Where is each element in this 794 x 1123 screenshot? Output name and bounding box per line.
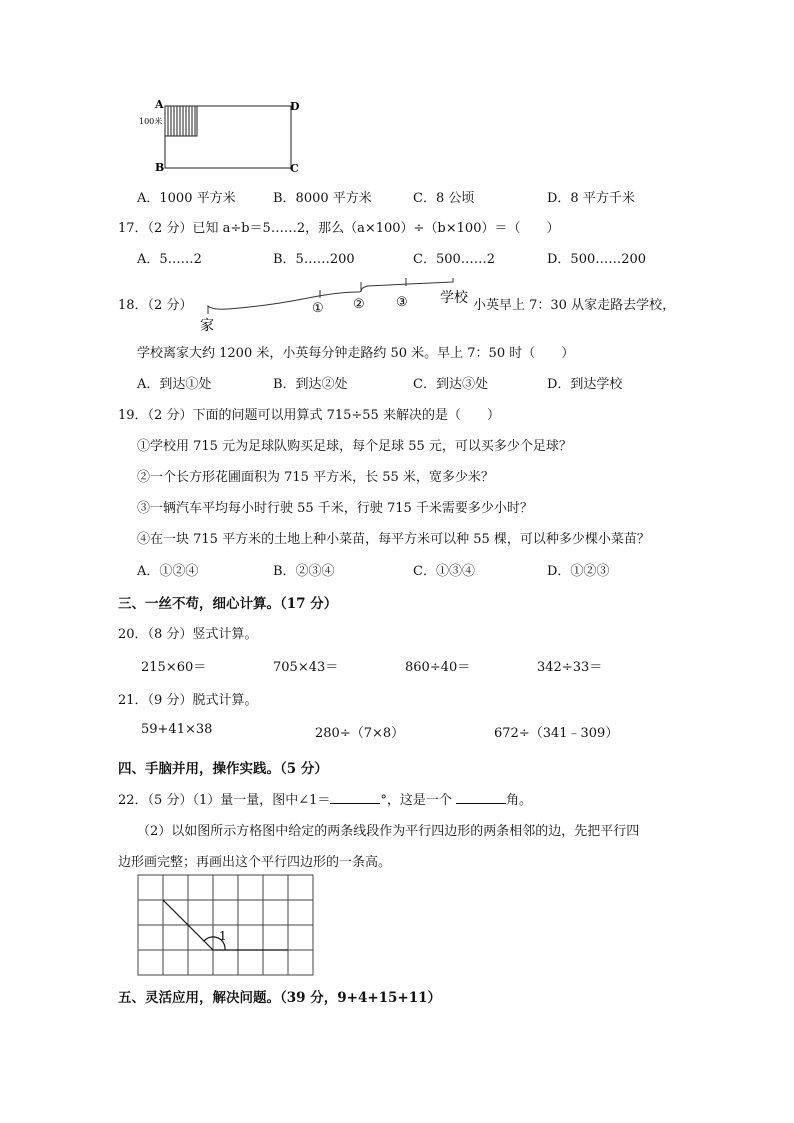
q20-stem: 20．（8 分）竖式计算。 xyxy=(118,627,258,642)
option-a[interactable]: A．5……2 xyxy=(137,252,202,267)
section-5-heading: 五、灵活应用，解决问题。（39 分，9+4+15+11） xyxy=(118,990,442,1006)
section-4-heading: 四、手脑并用，操作实践。（5 分） xyxy=(118,761,328,777)
option-c[interactable]: C．到达③处 xyxy=(413,377,488,392)
q22-part1-b: °，这是一个 xyxy=(380,793,452,808)
option-a[interactable]: A．到达①处 xyxy=(137,377,212,392)
vertex-c-label: C xyxy=(290,162,299,175)
route-figure xyxy=(198,276,473,336)
calc-item: 59+41×38 xyxy=(141,722,213,737)
q22-part2-line2: 边形画完整；再画出这个平行四边形的一条高。 xyxy=(118,855,392,870)
side-length-label: 100米 xyxy=(139,117,163,126)
q19-item-3: ③一辆汽车平均每小时行驶 55 千米，行驶 715 千米需要多少小时？ xyxy=(137,501,533,516)
vertex-a-label: A xyxy=(155,98,164,111)
option-b[interactable]: B．到达②处 xyxy=(273,377,348,392)
home-label: 家 xyxy=(200,318,214,334)
rectangle-figure xyxy=(135,96,310,176)
option-c[interactable]: C．8 公顷 xyxy=(413,191,475,206)
q22-part2-line1: （2）以如图所示方格图中给定的两条线段作为平行四边形的两条相邻的边，先把平行四 xyxy=(137,824,640,839)
q18-prefix: 18．（2 分） xyxy=(118,298,193,313)
option-d[interactable]: D．①②③ xyxy=(547,564,610,579)
option-b[interactable]: B．5……200 xyxy=(273,252,355,267)
option-d[interactable]: D．8 平方千米 xyxy=(547,191,635,206)
calc-item: 215×60＝ xyxy=(141,660,207,675)
option-c[interactable]: C．500……2 xyxy=(413,252,496,267)
angle-1-label: 1 xyxy=(219,929,227,943)
option-d[interactable]: D．到达学校 xyxy=(547,377,623,392)
q19-stem: 19．（2 分）下面的问题可以用算式 715÷55 来解决的是（ ） xyxy=(118,408,500,423)
q17-stem: 17．（2 分）已知 a÷b＝5……2，那么（a×100）÷（b×100）＝（ ） xyxy=(118,221,560,236)
q19-item-2: ②一个长方形花圃面积为 715 平方米，长 55 米，宽多少米？ xyxy=(137,470,494,485)
calc-item: 280÷（7×8） xyxy=(315,726,405,741)
calc-item: 705×43＝ xyxy=(273,660,339,675)
point-2-label: ② xyxy=(353,297,365,312)
option-b[interactable]: B．8000 平方米 xyxy=(273,191,372,206)
vertex-d-label: D xyxy=(290,100,300,113)
option-a[interactable]: A．1000 平方米 xyxy=(137,191,236,206)
calc-item: 672÷（341﹣309） xyxy=(494,726,619,741)
calc-item: 342÷33＝ xyxy=(537,660,603,675)
section-3-heading: 三、一丝不苟，细心计算。（17 分） xyxy=(118,596,338,612)
q19-item-4: ④在一块 715 平方米的土地上种小菜苗，每平方米可以种 55 棵，可以种多少棵小菜苗？ xyxy=(137,532,650,547)
vertex-b-label: B xyxy=(155,161,165,174)
option-b[interactable]: B．②③④ xyxy=(273,564,335,579)
option-d[interactable]: D．500……200 xyxy=(547,252,647,267)
point-1-label: ① xyxy=(312,301,324,316)
q18-text-line1: 小英早上 7：30 从家走路去学校， xyxy=(473,298,676,313)
option-c[interactable]: C．①③④ xyxy=(413,564,475,579)
q22-part1-a: 22．（5 分）（1）量一量，图中∠1＝ xyxy=(118,793,331,808)
angle-type-blank[interactable] xyxy=(456,791,506,804)
q22-part1-c: 角。 xyxy=(506,793,533,808)
point-3-label: ③ xyxy=(396,295,408,310)
q21-stem: 21．（9 分）脱式计算。 xyxy=(118,693,258,708)
calc-item: 860÷40＝ xyxy=(405,660,471,675)
school-label: 学校 xyxy=(440,290,468,306)
q18-text-line2: 学校离家大约 1200 米，小英每分钟走路约 50 米。早上 7：50 时（ ） xyxy=(137,346,575,361)
grid-figure xyxy=(137,874,315,977)
q19-item-1: ①学校用 715 元为足球队购买足球，每个足球 55 元，可以买多少个足球？ xyxy=(137,439,572,454)
option-a[interactable]: A．①②④ xyxy=(137,564,199,579)
angle-degree-blank[interactable] xyxy=(330,791,380,804)
q22-part1 xyxy=(118,789,532,808)
